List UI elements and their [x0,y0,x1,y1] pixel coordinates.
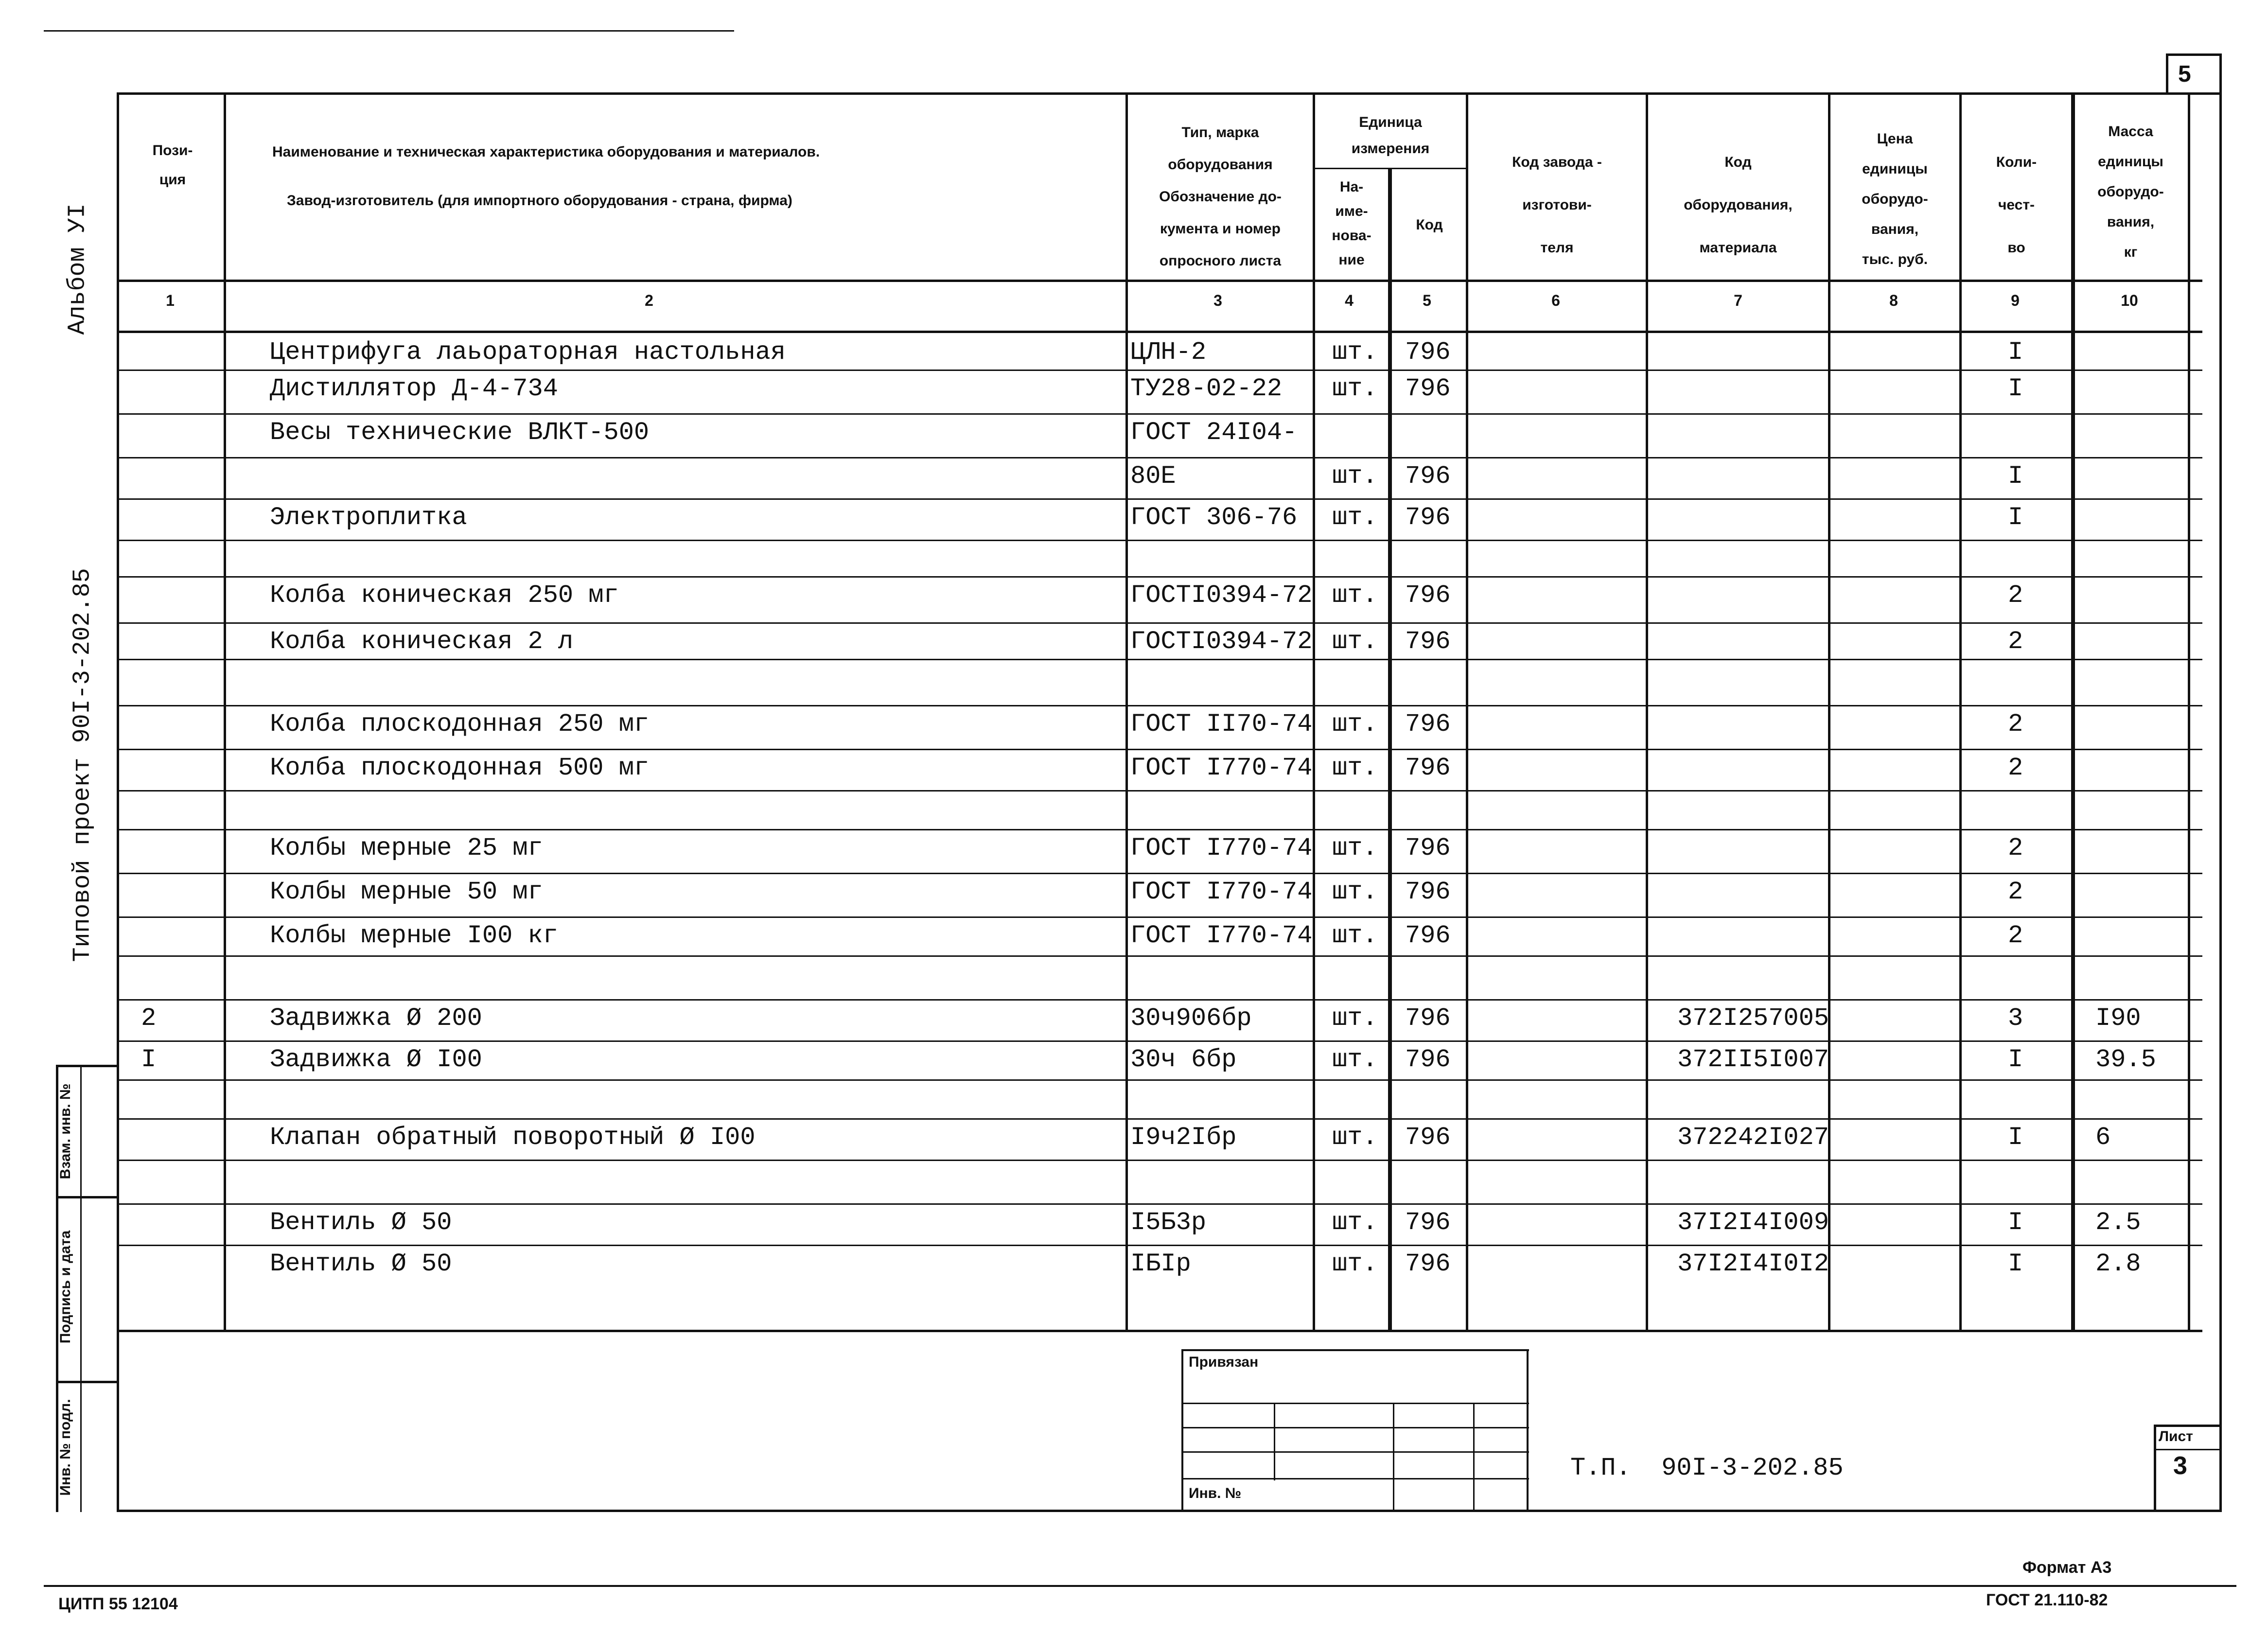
quantity-cell: 2 [2008,581,2023,610]
sheet-number: 3 [2173,1452,2187,1480]
mass-cell: I90 [2095,1004,2141,1033]
item-name-cell: Дистиллятор Д-4-734 [270,374,558,403]
unit-code-cell: 796 [1405,462,1451,491]
unit-code-cell: 796 [1405,754,1451,782]
type-mark-cell: 80Е [1130,462,1176,491]
header-equipment-code: Код оборудования, материала [1684,154,1793,256]
album-label: Альбом УI [64,203,92,335]
unit-name-cell: шт. [1332,921,1378,950]
equipment-code-cell: 372I257005 [1677,1004,1829,1033]
header-factory-code: Код завода - изготови- теля [1512,154,1602,256]
unit-name-cell: шт. [1332,1123,1378,1152]
type-mark-cell: ЦЛН-2 [1130,338,1207,367]
col-line-6 [1646,92,1648,1332]
row-separator [117,498,2202,500]
unit-name-cell: шт. [1332,462,1378,491]
mass-cell: 2.8 [2095,1250,2141,1278]
header-type: Тип, марка оборудования Обозначение до- кумента и номер опросного листа [1159,124,1282,269]
item-name-cell: Колба плоскодонная 500 мг [270,754,650,782]
tb-row-4 [1181,1478,1529,1479]
type-mark-cell: ГОСТ II70-74 [1130,710,1313,739]
item-name-cell: Колба плоскодонная 250 мг [270,710,650,739]
quantity-cell: 3 [2008,1004,2023,1033]
header-bottom-line [117,280,2202,282]
item-name-cell: Вентиль Ø 50 [270,1208,452,1237]
type-mark-cell: I9ч2Iбр [1130,1123,1237,1152]
quantity-cell: 2 [2008,710,2023,739]
tb-row-2 [1181,1427,1529,1428]
quantity-cell: I [2008,1045,2023,1074]
equipment-code-cell: 372II5I007 [1677,1045,1829,1074]
colnum-9: 9 [2011,292,2020,309]
colnum-4: 4 [1345,292,1354,309]
tb-row-1 [1181,1403,1529,1404]
unit-code-cell: 796 [1405,1045,1451,1074]
unit-name-cell: шт. [1332,1045,1378,1074]
unit-name-cell: шт. [1332,754,1378,782]
type-mark-cell: I5Б3р [1130,1208,1207,1237]
item-name-cell: Вентиль Ø 50 [270,1250,452,1278]
colnum-6: 6 [1551,292,1560,309]
item-name-cell: Центрифуга лаьораторная настольная [270,338,786,367]
org-label: ЦИТП 55 12104 [58,1595,178,1613]
item-name-cell: Колбы мерные I00 кг [270,921,558,950]
col-line-10 [2188,92,2190,1332]
unit-name-cell: шт. [1332,878,1378,906]
type-mark-cell: ТУ28-02-22 [1130,374,1283,403]
unit-name-cell: шт. [1332,1208,1378,1237]
quantity-cell: 2 [2008,834,2023,863]
tb-row-3 [1181,1451,1529,1453]
colnum-8: 8 [1889,292,1898,309]
mass-cell: 39.5 [2095,1045,2156,1074]
row-separator [117,1245,2202,1246]
unit-code-cell: 796 [1405,834,1451,863]
row-separator [117,705,2202,706]
row-separator [117,576,2202,578]
type-mark-cell: IБIр [1130,1250,1191,1278]
row-separator [117,413,2202,415]
item-name-cell: Электроплитка [270,503,467,532]
row-separator [117,1203,2202,1205]
mass-cell: 6 [2095,1123,2111,1152]
item-name-cell: Колба коническая 250 мг [270,581,619,610]
position-cell: I [141,1045,157,1074]
unit-code-cell: 796 [1405,1123,1451,1152]
header-position: Пози- ция [152,142,193,188]
header-name-line1: Наименование и техническая характеристика оборудования и материалов. [272,144,820,160]
colnum-5: 5 [1423,292,1431,309]
sheet-box-top [2154,1425,2222,1427]
row-separator [117,1079,2202,1081]
header-mass: Масса единицы оборудо- вания, кг [2097,123,2164,260]
quantity-cell: I [2008,1208,2023,1237]
colnum-10: 10 [2121,292,2138,309]
unit-name-cell: шт. [1332,710,1378,739]
type-mark-cell: 30ч906бр [1130,1004,1252,1033]
position-cell: 2 [141,1004,157,1033]
quantity-cell: I [2008,503,2023,532]
row-separator [117,1040,2202,1042]
unit-name-cell: шт. [1332,338,1378,367]
stamp-inner [80,1065,82,1512]
inv-label: Инв. № [1189,1485,1242,1501]
type-mark-cell: 30ч 6бр [1130,1045,1237,1074]
unit-name-cell: шт. [1332,1250,1378,1278]
tb-top [1181,1349,1529,1351]
unit-name-cell: шт. [1332,503,1378,532]
row-separator [117,916,2202,918]
type-mark-cell: ГОСТ I770-74 [1130,754,1313,782]
colnum-2: 2 [645,292,653,309]
row-separator [117,999,2202,1001]
tb-right [1527,1349,1529,1512]
item-name-cell: Колбы мерные 50 мг [270,878,543,906]
unit-name-cell: шт. [1332,627,1378,656]
colnum-3: 3 [1213,292,1222,309]
unit-code-cell: 796 [1405,374,1451,403]
frame-right [2219,53,2222,1512]
unit-name-cell: шт. [1332,581,1378,610]
format-label: Формат А3 [2022,1558,2112,1577]
tied-label: Привязан [1189,1354,1259,1370]
quantity-cell: 2 [2008,754,2023,782]
colnum-bottom-line [117,331,2202,333]
col-line-1 [224,92,226,1332]
unit-code-cell: 796 [1405,1208,1451,1237]
unit-name-cell: шт. [1332,374,1378,403]
row-separator [117,829,2202,830]
row-separator [117,1160,2202,1161]
page-number-box-top [2166,53,2222,56]
equipment-code-cell: 37I2I4I0I2 [1677,1250,1829,1278]
unit-code-cell: 796 [1405,581,1451,610]
frame-left [117,92,119,1512]
row-separator [117,370,2202,371]
equipment-code-cell: 372242I027 [1677,1123,1829,1152]
type-mark-cell: ГОСТ I770-74 [1130,921,1313,950]
stamp-label-inventory: Инв. № подл. [57,1399,73,1496]
quantity-cell: 2 [2008,921,2023,950]
page-number: 5 [2178,61,2191,87]
tb-col-2 [1393,1403,1394,1512]
row-separator [117,540,2202,541]
col-line-9 [2071,92,2075,1332]
row-separator [117,622,2202,624]
quantity-cell: I [2008,338,2023,367]
quantity-cell: I [2008,1250,2023,1278]
tb-left [1181,1349,1183,1512]
stamp-label-replaced: Взам. инв. № [57,1083,73,1179]
quantity-cell: I [2008,462,2023,491]
quantity-cell: 2 [2008,627,2023,656]
unit-code-cell: 796 [1405,1004,1451,1033]
unit-code-cell: 796 [1405,878,1451,906]
sheet-box-mid [2154,1449,2222,1450]
item-name-cell: Колбы мерные 25 мг [270,834,543,863]
item-name-cell: Задвижка Ø 200 [270,1004,482,1033]
colnum-7: 7 [1734,292,1742,309]
project-label: Типовой проект 90I-3-202.85 [69,568,97,962]
type-mark-cell: ГОСТ 24I04- [1130,418,1298,447]
equipment-code-cell: 37I2I4I009 [1677,1208,1829,1237]
table-bottom-line [117,1330,2202,1332]
col-line-2 [1125,92,1128,1332]
row-separator [117,1118,2202,1120]
colnum-1: 1 [166,292,175,309]
header-unit-group: Единица измерения [1351,114,1430,157]
unit-code-cell: 796 [1405,338,1451,367]
item-name-cell: Колба коническая 2 л [270,627,574,656]
item-name-cell: Клапан обратный поворотный Ø I00 [270,1123,756,1152]
frame-top [117,92,2222,95]
row-separator [117,457,2202,458]
type-mark-cell: ГОСТ I770-74 [1130,878,1313,906]
row-separator [117,790,2202,792]
type-mark-cell: ГОСТ I770-74 [1130,834,1313,863]
col-line-5 [1466,92,1468,1332]
tb-col-3 [1473,1403,1475,1512]
header-price: Цена единицы оборудо- вания, тыс. руб. [1862,131,1928,267]
unit-code-cell: 796 [1405,503,1451,532]
row-separator [117,955,2202,957]
sheet-label: Лист [2159,1428,2193,1444]
unit-code-cell: 796 [1405,627,1451,656]
header-unit-code: Код [1416,217,1443,233]
type-mark-cell: ГОСТI0394-72 [1130,627,1313,656]
col-line-8 [1959,92,1962,1332]
quantity-cell: I [2008,1123,2023,1152]
gost-label: ГОСТ 21.110-82 [1986,1591,2108,1609]
drawing-designation: Т.П. 90I-3-202.85 [1570,1454,1844,1482]
page-number-box-left [2166,53,2168,95]
row-separator [117,659,2202,660]
type-mark-cell: ГОСТ 306-76 [1130,503,1298,532]
mass-cell: 2.5 [2095,1208,2141,1237]
quantity-cell: 2 [2008,878,2023,906]
header-unit-name: На- име- нова- ние [1332,179,1371,268]
top-margin-line [44,30,734,32]
unit-code-cell: 796 [1405,710,1451,739]
tb-col-1 [1274,1403,1275,1480]
item-name-cell: Весы технические ВЛКТ-500 [270,418,650,447]
header-quantity: Коли- чест- во [1996,154,2037,256]
type-mark-cell: ГОСТI0394-72 [1130,581,1313,610]
unit-code-cell: 796 [1405,1250,1451,1278]
col-line-3 [1313,92,1315,1332]
row-separator [117,873,2202,874]
quantity-cell: I [2008,374,2023,403]
unit-code-cell: 796 [1405,921,1451,950]
item-name-cell: Задвижка Ø I00 [270,1045,482,1074]
row-separator [117,749,2202,750]
sheet-box-left [2154,1425,2156,1512]
unit-name-cell: шт. [1332,834,1378,863]
stamp-label-signature: Подпись и дата [57,1230,73,1344]
footer-line [44,1585,2236,1587]
frame-bottom [117,1510,2222,1512]
unit-name-cell: шт. [1332,1004,1378,1033]
header-name-line2: Завод-изготовитель (для импортного оборудования - страна, фирма) [287,193,792,209]
